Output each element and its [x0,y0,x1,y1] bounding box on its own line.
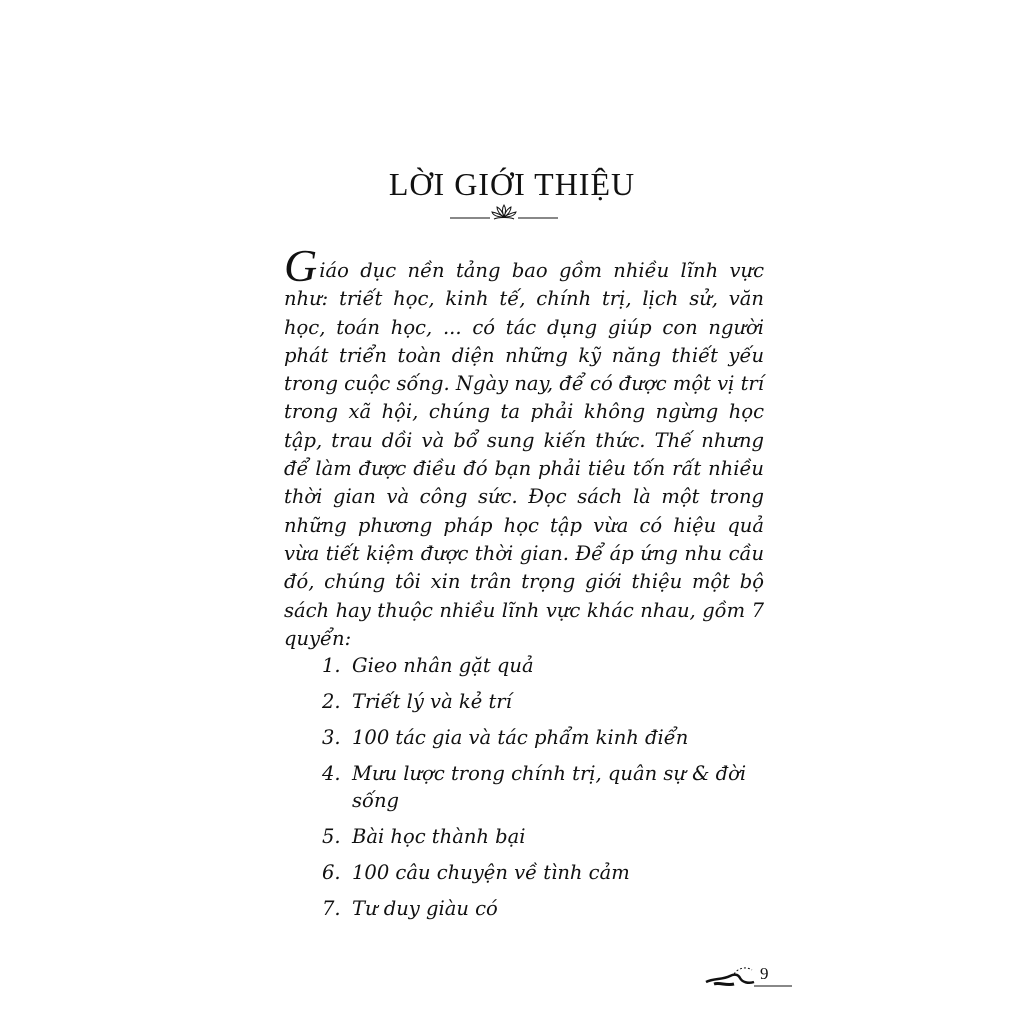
page-number: 9 [760,964,769,983]
drop-cap: G [284,240,318,291]
list-item-title: Bài học thành bại [352,825,526,848]
list-item-number: 7. [322,897,341,920]
page-title: LỜI GIỚI THIỆU [388,166,636,202]
list-item [322,823,782,850]
list-item-title: Triết lý và kẻ trí [352,690,512,713]
intro-text: iáo dục nền tảng bao gồm nhiều lĩnh vực như: triết học, kinh tế, chính trị, lịch sử, văn học, toán học, ... có tác dụng giúp con người phát triển toàn diện những kỹ năng thiết yếu trong cuộc sống. Ngày nay, để có được một vị trí trong xã hội, chúng ta phải không ngừng học tập, trau dồi và bổ sung kiến thức. Thế nhưng để làm được điều đó bạn phải tiêu tốn rất nhiều thời gian và công sức. Đọc sách là một trong những phương pháp học tập vừa có hiệu quả vừa tiết kiệm được thời gian. Để áp ứng nhu cầu đó, chúng tôi xin trân trọng giới thiệu một bộ sách hay thuộc nhiều lĩnh vực khác nhau, gồm 7 quyển: [284,259,764,650]
list-item-title: Gieo nhân gặt quả [352,654,534,677]
list-item-title: 100 tác gia và tác phẩm kinh điển [352,726,689,749]
list-item-title: Mưu lược trong chính trị, quân sự & đời sống [352,762,747,812]
title-divider-ornament [450,204,558,224]
list-item-number: 1. [322,654,341,677]
book-list [322,652,782,931]
list-item [322,895,782,922]
list-item [322,688,782,715]
list-item-number: 6. [322,861,341,884]
list-item-title: 100 câu chuyện về tình cảm [352,861,630,884]
list-item-title: Tư duy giàu có [352,897,498,920]
intro-paragraph [284,240,764,653]
list-item-number: 3. [322,726,341,749]
list-item [322,652,782,679]
list-item [322,724,782,751]
list-item [322,760,782,814]
page-number-ornament [704,962,794,992]
list-item-number: 4. [322,762,341,785]
list-item [322,859,782,886]
list-item-number: 5. [322,825,341,848]
list-item-number: 2. [322,690,341,713]
